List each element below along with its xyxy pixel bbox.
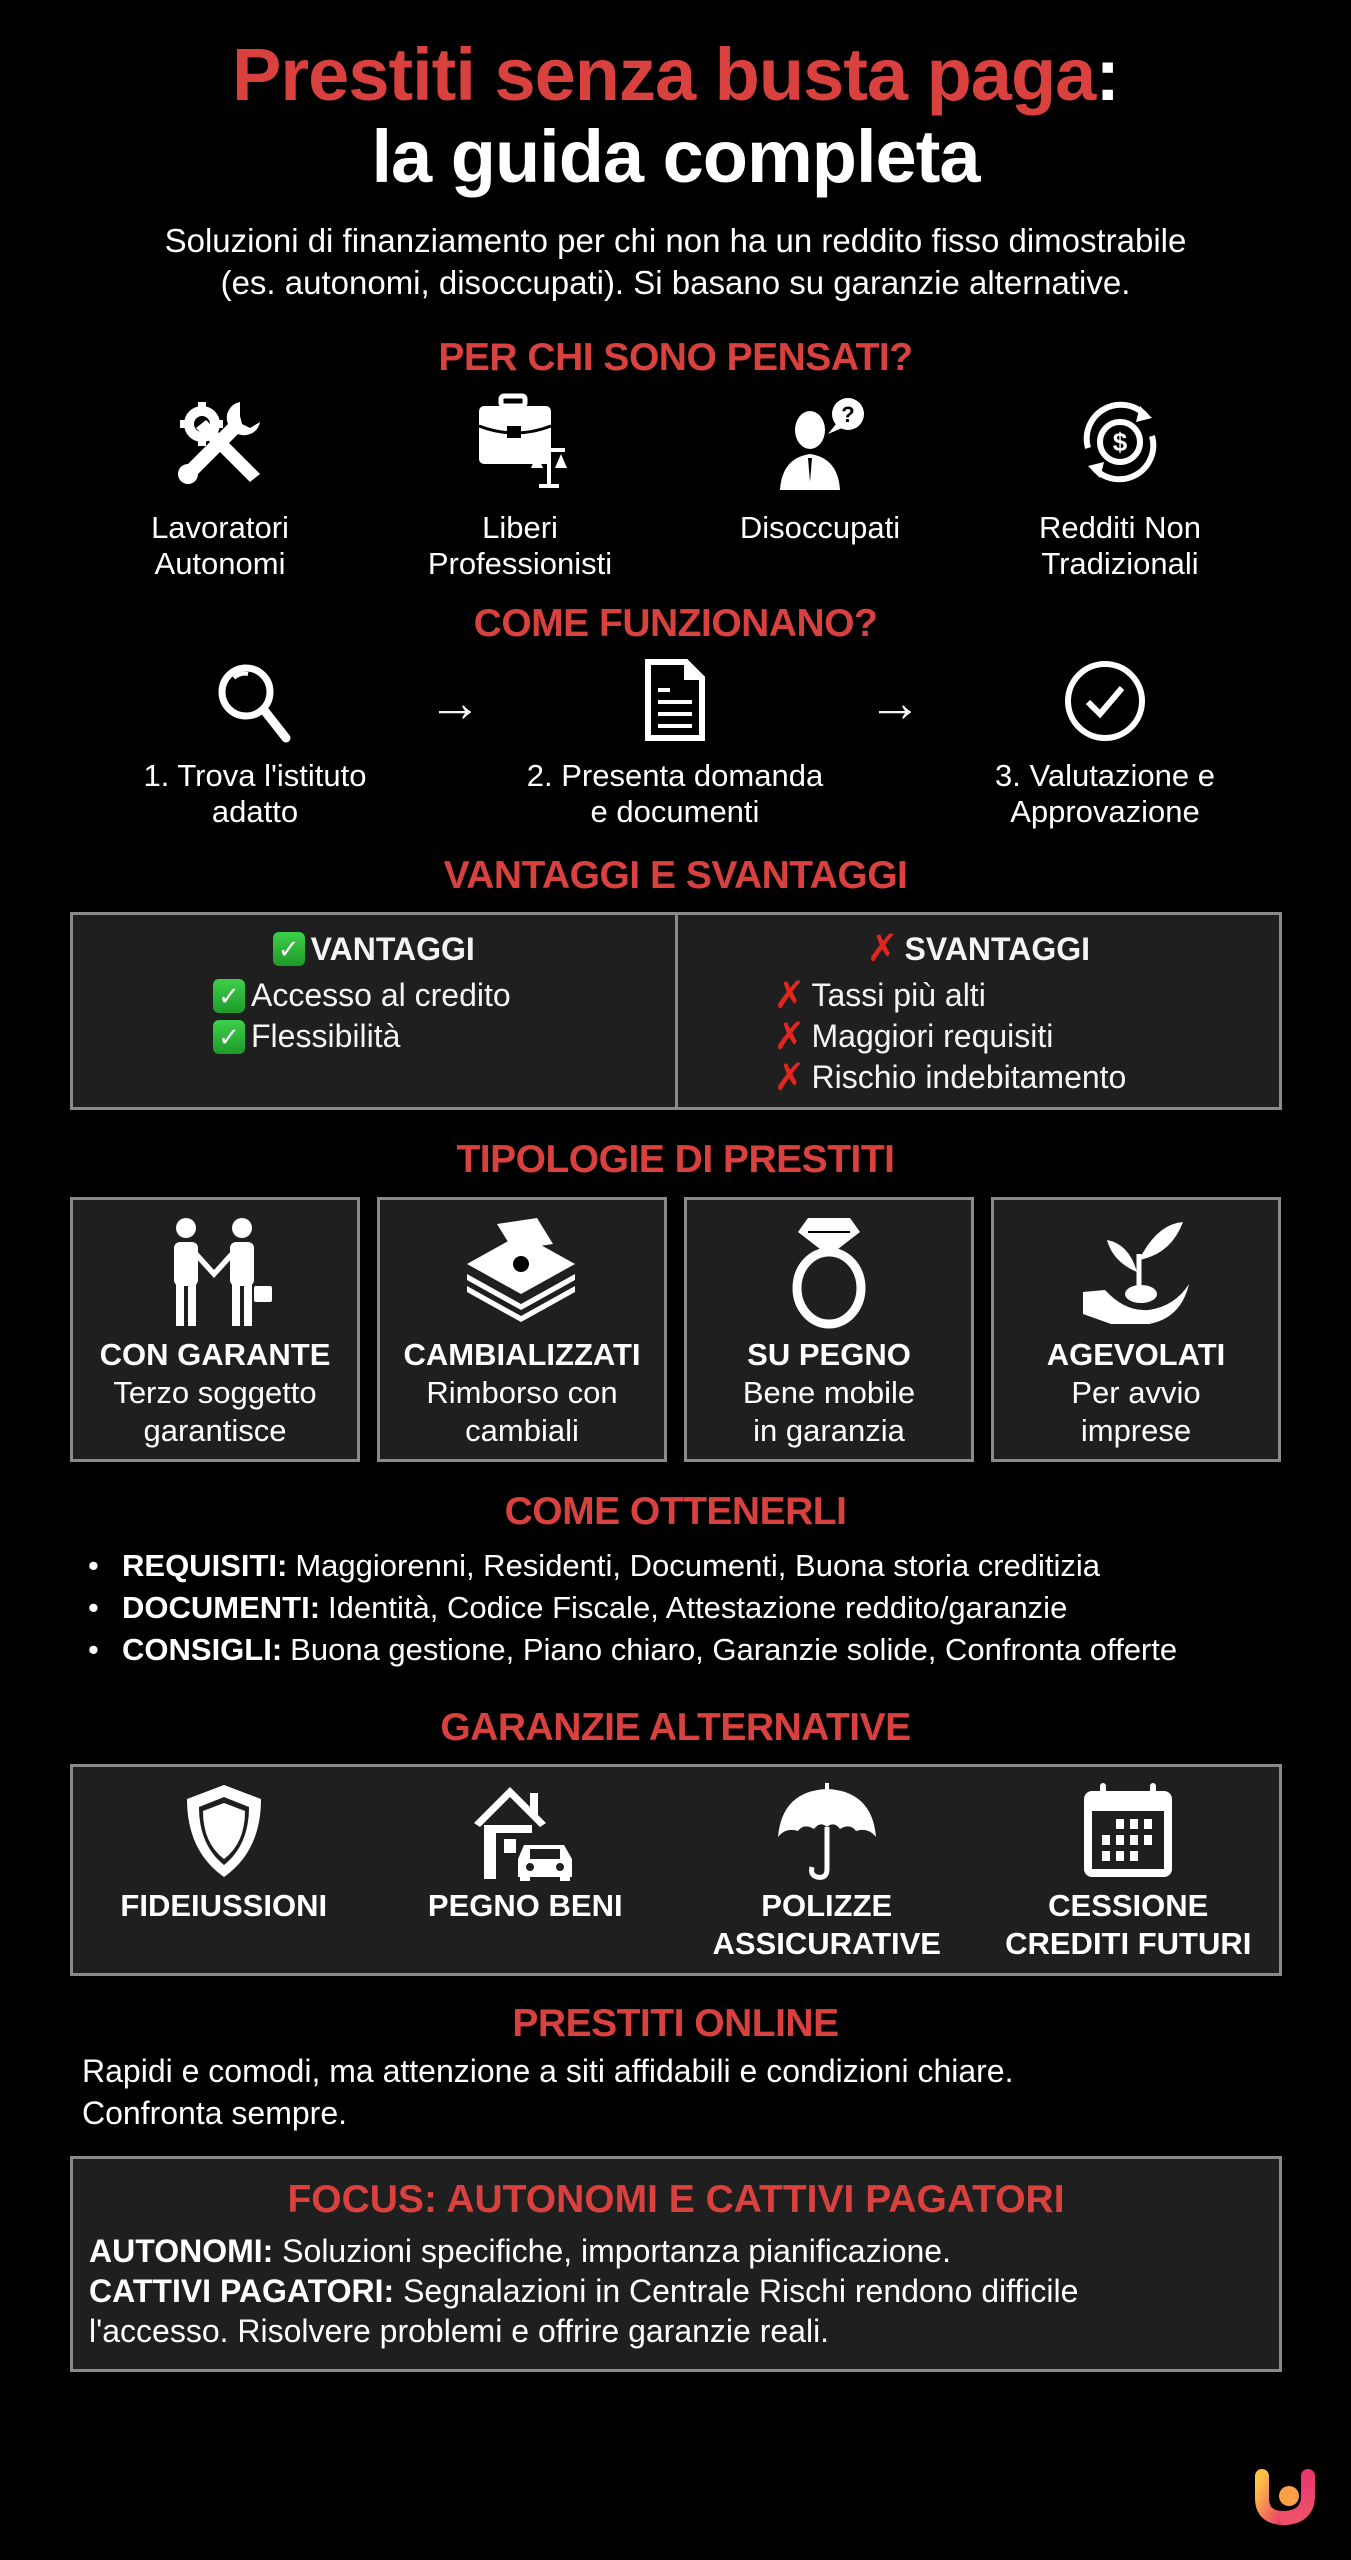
audience-item: Liberi Professionisti — [370, 392, 670, 582]
audience-item: ? Disoccupati — [670, 392, 970, 582]
con-item: ✗ Rischio indebitamento — [773, 1056, 1127, 1099]
arrow-right-icon: → — [428, 673, 482, 733]
type-card: SU PEGNO Bene mobile in garanzia — [684, 1197, 974, 1462]
process-row — [0, 658, 1351, 830]
title-red: Prestiti senza busta paga — [232, 33, 1096, 116]
guarantee-item: CESSIONE CREDITI FUTURI — [978, 1767, 1280, 1973]
audience-row — [0, 392, 1351, 582]
type-card: AGEVOLATI Per avvio imprese — [991, 1197, 1281, 1462]
process-step: 1. Trova l'istituto adatto — [105, 658, 405, 830]
page-title: Prestiti senza busta paga: — [232, 33, 1119, 116]
list-item: • REQUISITI: Maggiorenni, Residenti, Documenti, Buona storia creditizia — [88, 1548, 1101, 1583]
online-text: Rapidi e comodi, ma attenzione a siti affidabili e condizioni chiare. Confronta sempre. — [82, 2053, 1014, 2131]
cross-icon: ✗ — [773, 974, 806, 1017]
brand-logo-icon — [1250, 2460, 1320, 2535]
cons-column: ✗ SVANTAGGI ✗ Tassi più alti ✗ Maggiori requisiti ✗ Rischio indebitamento — [675, 915, 1280, 1107]
check-icon: ✓ — [273, 932, 305, 966]
type-card: CAMBIALIZZATI Rimborso con cambiali — [377, 1197, 667, 1462]
intro-text: Soluzioni di finanziamento per chi non ha un reddito fisso dimostrabile (es. autonomi, disoccupati). Si basano su garanzie alternative. — [164, 222, 1187, 301]
focus-heading: FOCUS: AUTONOMI E CATTIVI PAGATORI — [287, 2178, 1065, 2221]
dollar-cycle-icon — [970, 392, 1270, 492]
pro-item: ✓ Flessibilità — [213, 1016, 675, 1057]
guarantees-panel — [70, 1764, 1282, 1976]
pros-cons-heading: VANTAGGI E SVANTAGGI — [443, 854, 908, 897]
types-heading: TIPOLOGIE DI PRESTITI — [456, 1138, 895, 1181]
focus-autonomi: AUTONOMI: Soluzioni specifiche, importanza pianificazione. — [89, 2233, 951, 2269]
how-to-list — [88, 1545, 1318, 1671]
focus-cattivi-pagatori: CATTIVI PAGATORI: Segnalazioni in Centrale Rischi rendono difficile — [89, 2273, 1079, 2309]
focus-panel: FOCUS: AUTONOMI E CATTIVI PAGATORI AUTONOMI: Soluzioni specifiche, importanza pianificazione. CATTIVI PAGATORI: Segnalazioni in Centrale Rischi rendono difficile l'accesso. Risolvere problemi e offrire garanzie reali. — [70, 2156, 1282, 2372]
handshake-people-icon — [73, 1214, 357, 1330]
con-item: ✗ Tassi più alti — [773, 974, 986, 1017]
guarantees-heading: GARANZIE ALTERNATIVE — [440, 1706, 911, 1749]
process-step: 2. Presenta domanda e documenti — [505, 658, 845, 830]
list-item: • CONSIGLI: Buona gestione, Piano chiaro, Garanzie solide, Confronta offerte — [88, 1632, 1178, 1667]
svg-text:$: $ — [1112, 427, 1128, 457]
diamond-ring-icon — [687, 1214, 971, 1330]
online-heading: PRESTITI ONLINE — [512, 2002, 839, 2045]
pro-item: ✓ Accesso al credito — [213, 975, 675, 1016]
cross-icon: ✗ — [773, 1056, 806, 1099]
pros-column: ✓ VANTAGGI ✓ Accesso al credito ✓ Flessibilità — [73, 915, 675, 1107]
person-question-icon — [670, 392, 970, 492]
list-item: • DOCUMENTI: Identità, Codice Fiscale, Attestazione reddito/garanzie — [88, 1590, 1068, 1625]
magnifier-icon — [105, 658, 405, 744]
guarantee-item: FIDEIUSSIONI — [73, 1767, 375, 1973]
plant-hand-icon — [994, 1214, 1278, 1330]
check-circle-icon — [945, 658, 1265, 744]
check-icon: ✓ — [213, 979, 245, 1013]
process-heading: COME FUNZIONANO? — [473, 602, 878, 645]
arrow-right-icon: → — [868, 673, 922, 733]
guarantee-item: PEGNO BENI — [375, 1767, 677, 1973]
guarantee-item: POLIZZE ASSICURATIVE — [676, 1767, 978, 1973]
audience-item: Lavoratori Autonomi — [70, 392, 370, 582]
shield-icon — [73, 1781, 375, 1881]
pros-cons-table — [70, 912, 1282, 1110]
house-car-icon — [375, 1781, 677, 1881]
con-item: ✗ Maggiori requisiti — [773, 1015, 1054, 1058]
umbrella-icon — [676, 1781, 978, 1881]
briefcase-scales-icon — [370, 392, 670, 492]
tools-icon — [70, 392, 370, 492]
page-subtitle: la guida completa — [371, 115, 980, 198]
type-card: CON GARANTE Terzo soggetto garantisce — [70, 1197, 360, 1462]
cross-icon: ✗ — [773, 1015, 806, 1058]
document-icon — [505, 658, 845, 744]
process-step: 3. Valutazione e Approvazione — [945, 658, 1265, 830]
calendar-icon — [978, 1781, 1280, 1881]
audience-heading: PER CHI SONO PENSATI? — [438, 336, 913, 379]
svg-text:?: ? — [841, 402, 855, 427]
audience-item: $ Redditi Non Tradizionali — [970, 392, 1270, 582]
check-icon: ✓ — [213, 1020, 245, 1054]
cross-icon: ✗ — [866, 928, 899, 970]
how-to-heading: COME OTTENERLI — [504, 1490, 847, 1533]
money-stack-icon — [380, 1214, 664, 1330]
